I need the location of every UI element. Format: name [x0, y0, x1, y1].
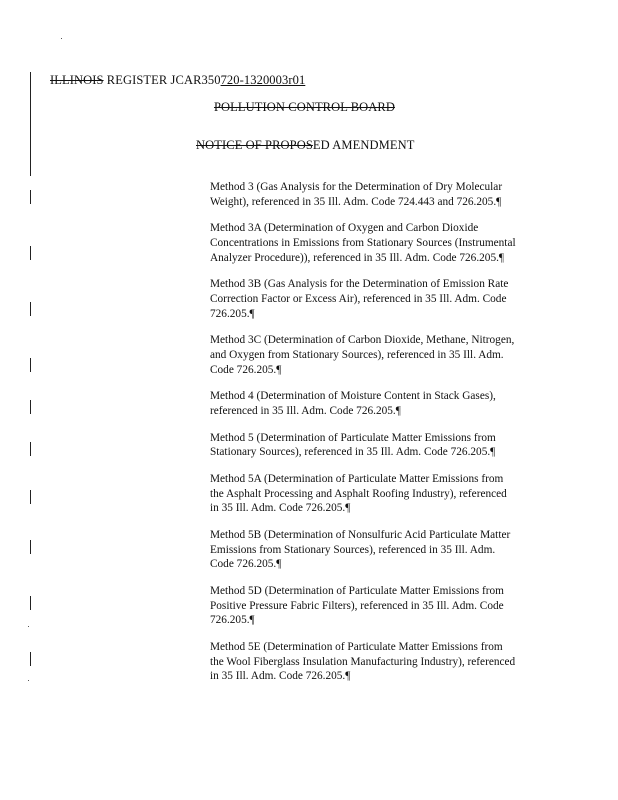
- method-entry: [210, 277, 550, 321]
- method-line: Method 5E (Determination of Particulate Matter Emissions from: [210, 640, 503, 653]
- method-line: Method 4 (Determination of Moisture Content in Stack Gases),: [210, 390, 496, 403]
- method-line: Method 5B (Determination of Nonsulfuric Acid Particulate Matter: [210, 529, 511, 541]
- register-struck-text: ILLINOIS: [50, 73, 104, 87]
- method-line: Method 5A (Determination of Particulate Matter Emissions from: [210, 473, 504, 486]
- method-line: Positive Pressure Fabric Filters), referenced in 35 Ill. Adm. Code: [210, 599, 504, 612]
- method-line: Method 3 (Gas Analysis for the Determination of Dry Molecular: [210, 181, 503, 193]
- revision-bar: [30, 596, 31, 610]
- method-entry: [210, 472, 550, 516]
- notice-struck-text: NOTICE OF PROPOS: [196, 138, 313, 152]
- method-line: and Oxygen from Stationary Sources), referenced in 35 Ill. Adm.: [210, 348, 504, 361]
- method-line: Method 3A (Determination of Oxygen and Carbon Dioxide: [210, 222, 479, 235]
- method-list: [210, 180, 550, 696]
- revision-bar: [30, 540, 31, 554]
- method-line: 726.205.¶: [210, 307, 255, 320]
- method-line: Code 726.205.¶: [210, 363, 282, 376]
- method-entry: [210, 528, 550, 572]
- revision-bar: [30, 190, 31, 204]
- method-line: Method 5 (Determination of Particulate Matter Emissions from: [210, 431, 496, 444]
- method-entry: [210, 584, 550, 628]
- method-line: referenced in 35 Ill. Adm. Code 726.205.¶: [210, 404, 401, 417]
- notice-title: [196, 138, 414, 153]
- method-line: Concentrations in Emissions from Stationary Sources (Instrumental: [210, 236, 516, 249]
- method-line: Method 3B (Gas Analysis for the Determination of Emission Rate: [210, 278, 509, 291]
- board-title: POLLUTION CONTROL BOARD: [214, 100, 395, 114]
- method-line: Code 726.205.¶: [210, 558, 282, 571]
- revision-bar: [30, 302, 31, 316]
- revision-bar: [30, 246, 31, 260]
- method-line: the Wool Fiberglass Insulation Manufacturing Industry), referenced: [210, 655, 516, 668]
- method-line: Method 5D (Determination of Particulate Matter Emissions from: [210, 584, 504, 597]
- method-line: the Asphalt Processing and Asphalt Roofing Industry), referenced: [210, 487, 507, 500]
- method-line: Weight), referenced in 35 Ill. Adm. Code 724.443 and 726.205.¶: [210, 195, 502, 208]
- method-entry: [210, 333, 550, 377]
- method-line: Analyzer Procedure)), referenced in 35 Ill. Adm. Code 726.205.¶: [210, 251, 505, 264]
- revision-bar: [30, 358, 31, 372]
- method-line: Stationary Sources), referenced in 35 Ill. Adm. Code 726.205.¶: [210, 446, 496, 459]
- register-code: 720-1320003r01: [220, 73, 306, 87]
- method-line: in 35 Ill. Adm. Code 726.205.¶: [210, 502, 351, 515]
- revision-bar: [30, 72, 31, 176]
- method-line: in 35 Ill. Adm. Code 726.205.¶: [210, 670, 351, 683]
- scan-speck: [61, 38, 62, 39]
- revision-bar: [30, 490, 31, 504]
- method-entry: [210, 180, 550, 209]
- scan-speck: [28, 626, 29, 627]
- revision-bar: [30, 400, 31, 414]
- register-header: [50, 73, 305, 88]
- method-entry: [210, 221, 550, 265]
- method-entry: [210, 640, 550, 684]
- method-entry: [210, 389, 550, 418]
- method-line: Method 3C (Determination of Carbon Dioxide, Methane, Nitrogen,: [210, 334, 515, 347]
- method-line: Emissions from Stationary Sources), referenced in 35 Ill. Adm.: [210, 543, 496, 556]
- notice-text: ED AMENDMENT: [312, 138, 415, 152]
- revision-bar: [30, 652, 31, 666]
- scan-speck: [28, 680, 29, 681]
- method-line: Correction Factor or Excess Air), referenced in 35 Ill. Adm. Code: [210, 292, 507, 305]
- revision-bar: [30, 442, 31, 456]
- method-line: 726.205.¶: [210, 614, 255, 627]
- method-entry: [210, 431, 550, 460]
- register-text: REGISTER JCAR350: [103, 73, 221, 87]
